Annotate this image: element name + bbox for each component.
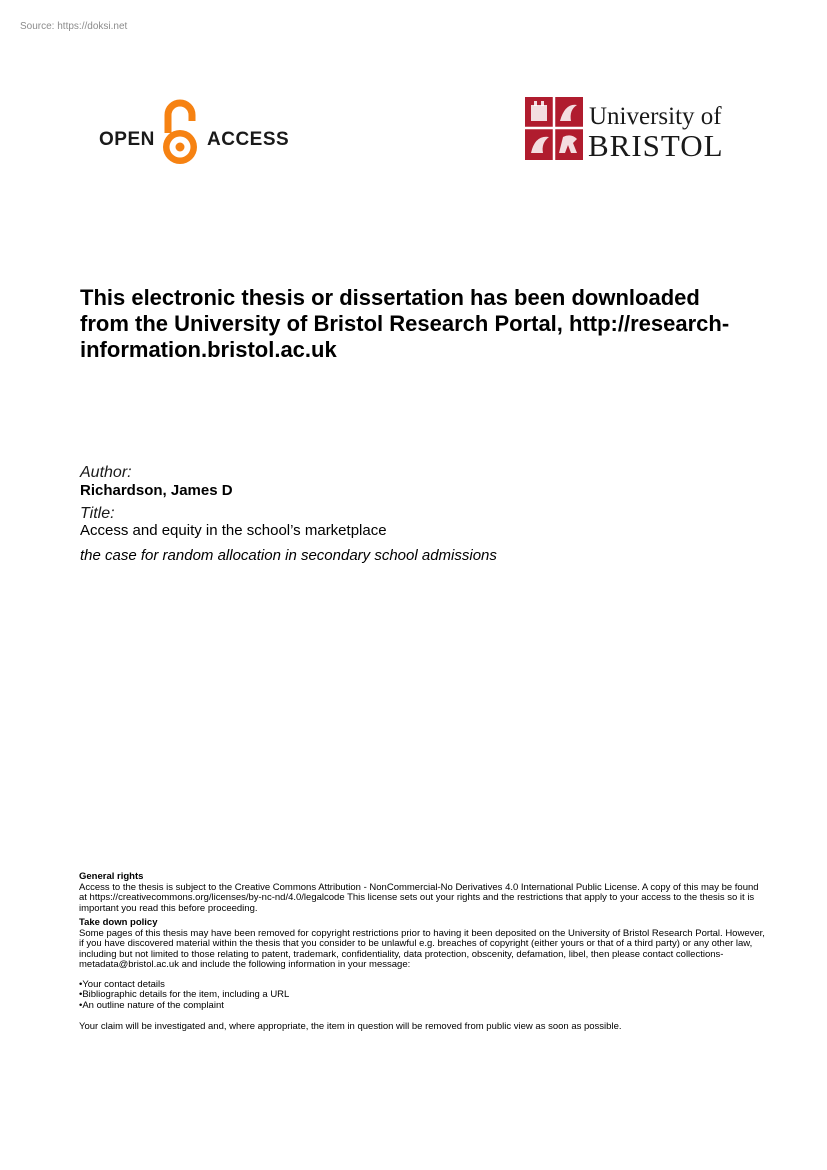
bristol-crest-icon: [525, 97, 583, 160]
open-access-word-access: ACCESS: [207, 129, 290, 150]
complaint-requirements-list: [79, 980, 769, 1012]
thesis-title: Access and equity in the school’s marketplace: [80, 522, 387, 539]
university-name-line2: BRISTOL: [588, 128, 724, 163]
university-name-line1: University of: [589, 103, 722, 130]
title-label: Title:: [80, 505, 115, 522]
download-notice-headline: This electronic thesis or dissertation has been downloaded from the University of Bristol Research Portal, http://research-information.bristol.ac.uk: [80, 285, 730, 362]
open-access-word-open: OPEN: [99, 129, 155, 150]
open-access-logo: [99, 99, 289, 169]
list-item: •Bibliographic details for the item, including a URL: [79, 989, 290, 1000]
open-lock-icon: [160, 99, 200, 169]
list-item: •Your contact details: [79, 978, 165, 990]
author-name: Richardson, James D: [80, 482, 233, 499]
take-down-closing: Your claim will be investigated and, where appropriate, the item in question will be removed from public view as soon as possible.: [79, 1021, 622, 1032]
rights-notice: [79, 872, 769, 1033]
general-rights-text: Access to the thesis is subject to the Creative Commons Attribution - NonCommercial-No Derivatives 4.0 International Public License. A copy of this may be found at https://creativecommons.org/licenses/by-nc-nd/4.0/legalcode This license sets out your rights and the restrictions that apply to your access to the thesis so it is important you read this before proceeding.: [79, 881, 759, 914]
university-logo: [525, 97, 735, 161]
source-note: Source: https://doksi.net: [20, 21, 128, 32]
take-down-text: Some pages of this thesis may have been removed for copyright restrictions prior to having it been deposited on the University of Bristol Research Portal. However, if you have discovered material within the thesis that you consider to be unlawful e.g. breaches of copyright (either yours or that of a third party) or any other law, including but not limited to those relating to patent, trademark, confidentiality, data protection, obscenity, defamation, libel, then please contact collections-metadata@bristol.ac.uk and include the following information in your message:: [79, 927, 765, 970]
thesis-subtitle: the case for random allocation in secondary school admissions: [80, 547, 497, 564]
general-rights-heading: General rights: [79, 871, 144, 882]
take-down-heading: Take down policy: [79, 917, 158, 928]
list-item: •An outline nature of the complaint: [79, 999, 224, 1011]
author-label: Author:: [80, 464, 132, 481]
